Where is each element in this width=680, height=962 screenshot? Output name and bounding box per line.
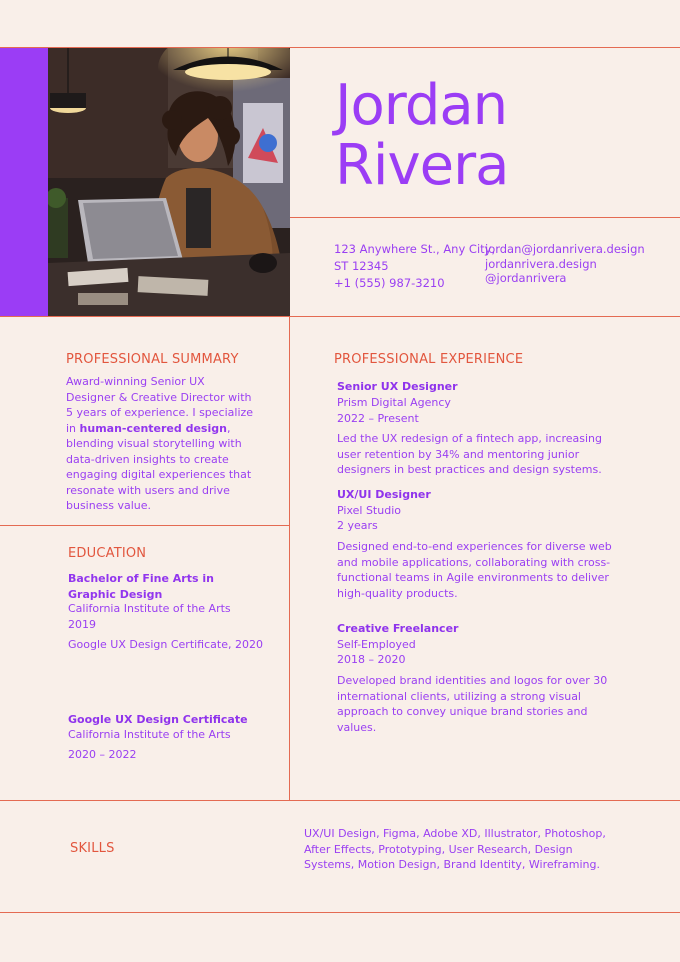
summary-text (66, 374, 256, 514)
job-3-company: Self-Employed (337, 638, 416, 651)
summary-text-bold: human-centered design (79, 421, 227, 435)
divider-name-contact (290, 217, 680, 218)
contact-online-block (485, 242, 645, 286)
address-line1: 123 Anywhere St., Any City, (334, 242, 496, 256)
experience-title: PROFESSIONAL EXPERIENCE (334, 352, 524, 367)
job-1-role: Senior UX Designer (337, 380, 458, 393)
address-line2: ST 12345 (334, 258, 389, 273)
phone: +1 (555) 987-3210 (334, 276, 445, 290)
summary-text-after: , blending visual storytelling with data-driven insights to create engaging digital experiences that resonate with users and drive business value. (66, 421, 252, 512)
divider-bottom (0, 912, 680, 913)
summary-text-before: Award-winning Senior UX Designer & Creative Director with 5 years of experience. I specialize in (66, 375, 254, 435)
divider-skills-top (0, 800, 680, 801)
job-3-role: Creative Freelancer (337, 622, 459, 635)
education-degree-1-name: Bachelor of Fine Arts in Graphic Design (68, 572, 214, 601)
contact-address-block (334, 241, 495, 292)
education-extra-1: Google UX Design Certificate, 2020 (68, 638, 263, 651)
job-1-company: Prism Digital Agency (337, 396, 451, 409)
job-3-description: Developed brand identities and logos for over 30 international clients, utilizing a strong visual approach to convey unique brand stories and values. (337, 674, 608, 734)
education-year-1: 2019 (68, 618, 96, 631)
education-degree-1 (68, 571, 258, 602)
education-degree-2: Google UX Design Certificate (68, 713, 248, 726)
skills-title: SKILLS (70, 841, 115, 856)
divider-summary-education (0, 525, 290, 526)
first-name: Jordan (335, 73, 508, 138)
portrait-photo (48, 48, 290, 316)
divider-header-bottom (0, 316, 680, 317)
name-heading (335, 73, 509, 198)
job-1-description: Led the UX redesign of a fintech app, increasing user retention by 34% and mentoring junior designers in best practices and design systems. (337, 432, 602, 476)
website-link[interactable]: jordanrivera.design (485, 256, 597, 271)
job-2-role: UX/UI Designer (337, 488, 431, 501)
last-name: Rivera (335, 133, 509, 198)
social-handle: @jordanrivera (485, 271, 567, 285)
job-1-dates: 2022 – Present (337, 412, 419, 425)
email-link[interactable]: jordan@jordanrivera.design (485, 242, 645, 256)
job-2-description: Designed end-to-end experiences for diverse web and mobile applications, collaborating with cross-functional teams in Agile environments to deliver high-quality products. (337, 540, 612, 600)
job-2-dates: 2 years (337, 519, 378, 532)
job-2-company: Pixel Studio (337, 504, 401, 517)
education-school-1: California Institute of the Arts (68, 602, 231, 615)
education-school-2: California Institute of the Arts (68, 728, 231, 741)
job-3-dates: 2018 – 2020 (337, 653, 406, 666)
summary-title: PROFESSIONAL SUMMARY (66, 352, 239, 367)
divider-vertical-body (289, 316, 290, 801)
education-year-2: 2020 – 2022 (68, 748, 137, 761)
accent-bar (0, 48, 48, 316)
education-title: EDUCATION (68, 546, 147, 561)
skills-text: UX/UI Design, Figma, Adobe XD, Illustrator, Photoshop, After Effects, Prototyping, User Research, Design Systems, Motion Design, Brand Identity, Wireframing. (304, 827, 606, 871)
